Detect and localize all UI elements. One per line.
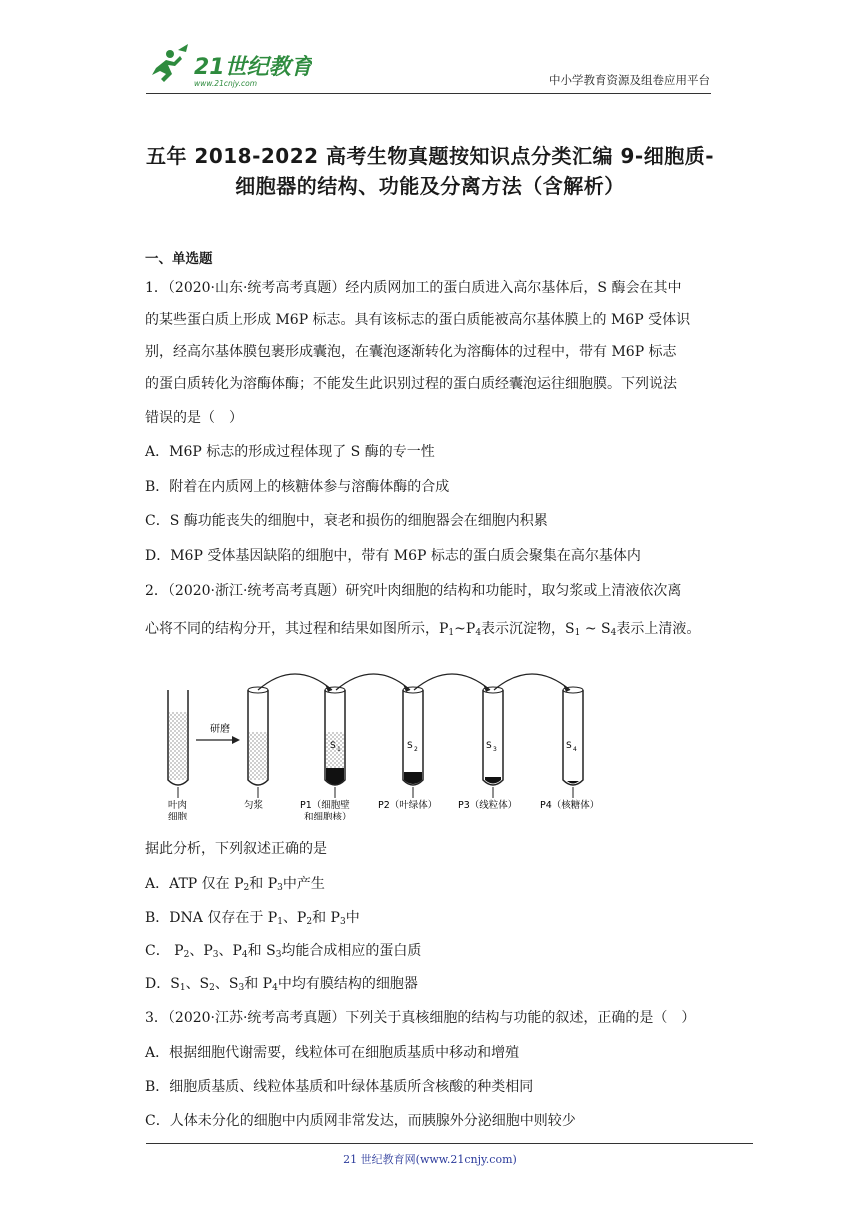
document-title-line2: 细胞器的结构、功能及分离方法（含解析） [235,174,625,198]
footer-link[interactable]: 21 世纪教育网(www.21cnjy.com) [343,1153,517,1166]
svg-text:匀浆: 匀浆 [244,800,264,811]
arc-arrow [414,674,490,690]
tube-homogenate [248,687,268,798]
q1-line2: 的某些蛋白质上形成 M6P 标志。具有该标志的蛋白质能被高尔基体膜上的 M6P 受体识 [145,312,691,328]
svg-text:S: S [330,741,336,751]
tube-s2-p2 [403,687,423,798]
section-heading: 一、单选题 [145,251,213,267]
q1-line3: 别，经高尔基体膜包裹形成囊泡，在囊泡逐渐转化为溶酶体的过程中，带有 M6P 标志 [145,344,677,360]
svg-text:S: S [407,741,413,751]
tube-leaf-cells [168,690,188,798]
svg-text:叶肉: 叶肉 [168,800,188,811]
document-title-line1: 五年 2018-2022 高考生物真题按知识点分类汇编 9-细胞质- [145,144,715,168]
q2-line1: 2．（2020·浙江·统考高考真题）研究叶肉细胞的结构和功能时，取匀浆或上清液依次离 [145,583,682,599]
q3-option-a: A．根据细胞代谢需要，线粒体可在细胞质基质中移动和增殖 [145,1045,520,1061]
q2-stem: 据此分析，下列叙述正确的是 [145,841,327,857]
centrifugation-diagram [160,660,620,824]
svg-text:P3（线粒体）: P3（线粒体） [458,800,518,811]
svg-text:P2（叶绿体）: P2（叶绿体） [378,800,438,811]
q2-option-b: B．DNA 仅存在于 $P_1$、$P_2$和 $P_3$中 [145,910,360,927]
q1-option-c: C．S 酶功能丧失的细胞中，衰老和损伤的细胞器会在细胞内积累 [145,513,548,529]
header-divider [146,93,711,94]
q1-option-a: A．M6P 标志的形成过程体现了 S 酶的专一性 [145,444,435,460]
svg-text:和细胞核）: 和细胞核） [304,812,352,820]
q2-line2: 心将不同的结构分开，其过程和结果如图所示，$P_1\sim P_4$表示沉淀物，$S_1$ ~ $S_4$表示上清液。 [145,621,701,638]
svg-text:1: 1 [337,746,341,753]
svg-text:P1（细胞壁: P1（细胞壁 [300,800,350,811]
svg-text:P4（核糖体）: P4（核糖体） [540,800,600,811]
q3-option-c: C．人体未分化的细胞中内质网非常发达，而胰腺外分泌细胞中则较少 [145,1113,576,1129]
runner-icon [152,44,188,82]
q3-option-b: B．细胞质基质、线粒体基质和叶绿体基质所含核酸的种类相同 [145,1079,534,1095]
q3-line1: 3．（2020·江苏·统考高考真题）下列关于真核细胞的结构与功能的叙述，正确的是（ ） [145,1010,696,1026]
site-logo[interactable] [142,42,312,92]
arc-arrow [258,674,332,690]
arc-arrow [494,674,570,690]
footer-divider [146,1143,753,1144]
svg-text:S: S [486,741,492,751]
q2-option-d: D．$S_1$、$S_2$、$S_3$和 $P_4$中均有膜结构的细胞器 [145,976,418,993]
arc-arrow [336,674,410,690]
svg-text:4: 4 [573,746,577,753]
svg-text:2: 2 [414,746,418,753]
q1-line4: 的蛋白质转化为溶酶体酶；不能发生此识别过程的蛋白质经囊泡运往细胞膜。下列说法 [145,376,677,392]
q2-option-c: C． $P_2$、$P_3$、$P_4$和 $S_3$均能合成相应的蛋白质 [145,943,422,960]
q1-option-b: B．附着在内质网上的核糖体参与溶酶体酶的合成 [145,479,450,495]
q1-line5: 错误的是（ ） [145,410,243,426]
logo-url: www.21cnjy.com [194,79,258,88]
grind-label: 研磨 [210,724,230,735]
q1-option-d: D．M6P 受体基因缺陷的细胞中，带有 M6P 标志的蛋白质会聚集在高尔基体内 [145,548,641,564]
logo-text: 21世纪教育 [194,55,312,80]
svg-text:3: 3 [493,746,497,753]
q2-option-a: A．ATP 仅在 $P_2$和 $P_3$中产生 [145,876,325,893]
q1-line1: 1．（2020·山东·统考高考真题）经内质网加工的蛋白质进入高尔基体后，S 酶会在其中 [145,280,682,296]
platform-label: 中小学教育资源及组卷应用平台 [549,73,710,87]
svg-text:细胞: 细胞 [168,812,188,820]
svg-text:S: S [566,741,572,751]
